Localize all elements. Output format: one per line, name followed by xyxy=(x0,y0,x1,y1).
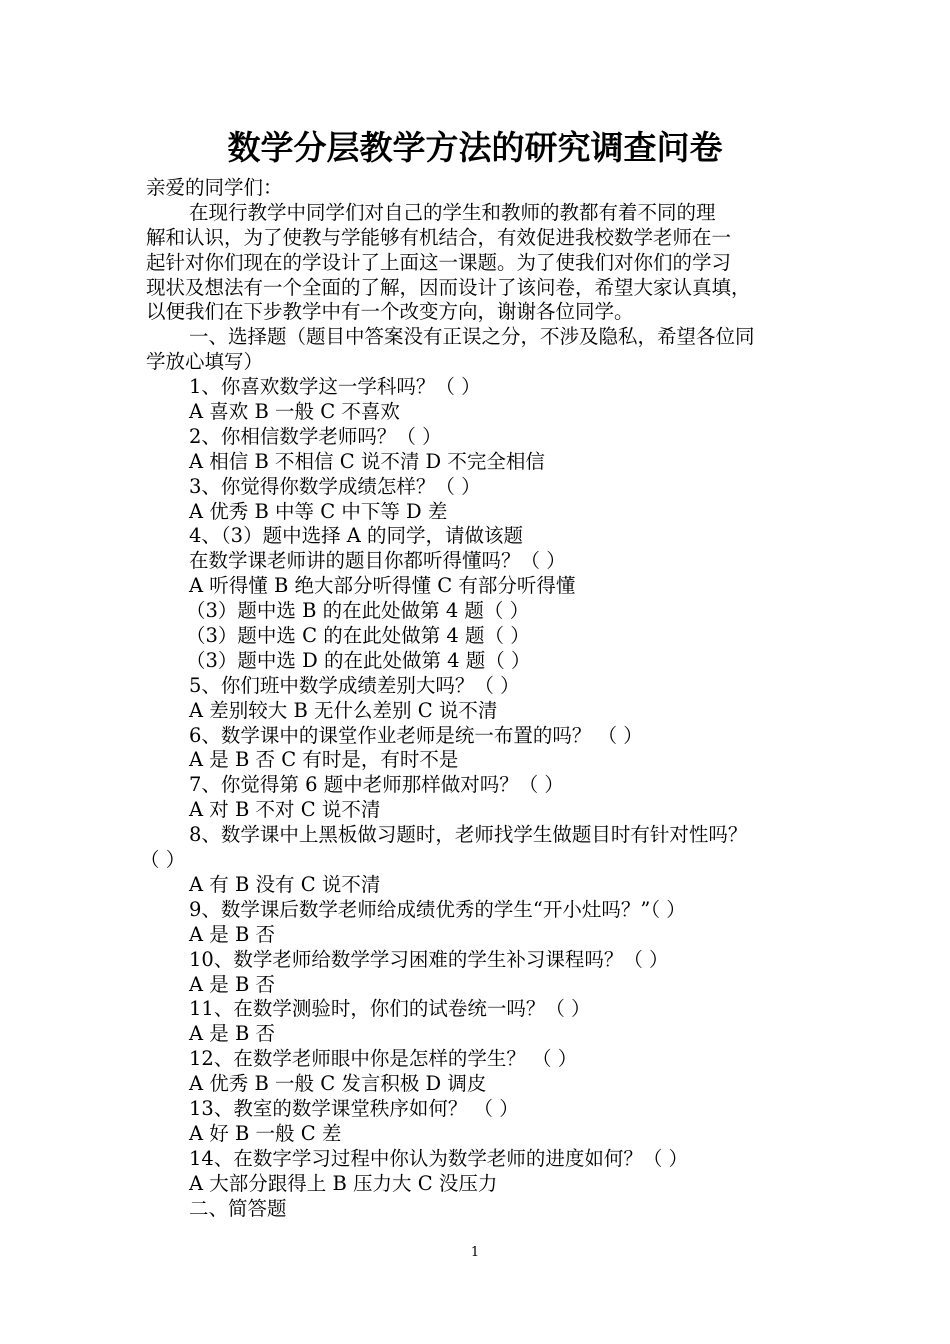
question-line: 9、数学课后数学老师给成绩优秀的学生“开小灶吗？”（ ） xyxy=(189,897,686,921)
question-line: 在数学课老师讲的题目你都听得懂吗？（ ） xyxy=(189,549,566,573)
options-line: A 是 B 否 xyxy=(189,1022,276,1046)
options-line: A 差别较大 B 无什么差别 C 说不清 xyxy=(189,698,498,722)
options-line: A 优秀 B 一般 C 发言积极 D 调皮 xyxy=(189,1072,487,1096)
question-line: （3）题中选 D 的在此处做第 4 题（ ） xyxy=(186,648,531,672)
question-line: 6、数学课中的课堂作业老师是统一布置的吗？ （ ） xyxy=(189,723,643,747)
question-line: （3）题中选 C 的在此处做第 4 题（ ） xyxy=(186,624,530,648)
intro-line: 以便我们在下步教学中有一个改变方向，谢谢各位同学。 xyxy=(146,300,634,324)
question-line: 12、在数学老师眼中你是怎样的学生？ （ ） xyxy=(189,1047,578,1071)
options-line: A 好 B 一般 C 差 xyxy=(189,1121,342,1145)
question-line: 3、你觉得你数学成绩怎样？（ ） xyxy=(189,474,481,498)
question-line: 2、你相信数学老师吗？（ ） xyxy=(189,424,442,448)
question-line: 5、你们班中数学成绩差别大吗？（ ） xyxy=(189,673,520,697)
options-line: A 喜欢 B 一般 C 不喜欢 xyxy=(189,400,400,424)
greeting: 亲爱的同学们： xyxy=(146,176,283,199)
section-heading: 学放心填写） xyxy=(146,350,264,374)
question-line: 1、你喜欢数学这一学科吗？（ ） xyxy=(189,375,481,399)
options-line: A 是 B 否 xyxy=(189,972,276,996)
options-line: A 对 B 不对 C 说不清 xyxy=(189,798,381,822)
question-line: （ ） xyxy=(140,848,186,872)
page-number: 1 xyxy=(470,1245,480,1260)
options-line: A 优秀 B 中等 C 中下等 D 差 xyxy=(189,499,448,523)
options-line: A 是 B 否 xyxy=(189,922,276,946)
section-heading: 二、简答题 xyxy=(189,1196,287,1220)
options-line: A 相信 B 不相信 C 说不清 D 不完全相信 xyxy=(189,449,545,473)
options-line: A 听得懂 B 绝大部分听得懂 C 有部分听得懂 xyxy=(189,574,576,598)
question-line: 7、你觉得第 6 题中老师那样做对吗？（ ） xyxy=(189,773,564,797)
question-line: 4、（3）题中选择 A 的同学，请做该题 xyxy=(189,524,524,548)
question-line: 13、教室的数学课堂秩序如何？ （ ） xyxy=(189,1096,519,1120)
question-line: （3）题中选 B 的在此处做第 4 题（ ） xyxy=(186,599,530,623)
question-line: 11、在数学测验时，你们的试卷统一吗？（ ） xyxy=(189,997,591,1021)
options-line: A 有 B 没有 C 说不清 xyxy=(189,872,381,896)
intro-line: 解和认识，为了使教与学能够有机结合，有效促进我校数学老师在一 xyxy=(146,225,732,249)
question-line: 14、在数字学习过程中你认为数学老师的进度如何？（ ） xyxy=(189,1146,689,1170)
document-body xyxy=(140,176,826,1221)
question-line: 8、数学课中上黑板做习题时，老师找学生做题目时有针对性吗？ xyxy=(189,823,748,847)
section-heading: 一、选择题（题目中答案没有正误之分，不涉及隐私，希望各位同 xyxy=(189,325,755,349)
intro-line: 起针对你们现在的学设计了上面这一课题。为了使我们对你们的学习 xyxy=(146,250,732,274)
intro-line: 在现行教学中同学们对自己的学生和教师的教都有着不同的理 xyxy=(189,200,716,224)
question-line: 10、数学老师给数学学习困难的学生补习课程吗？（ ） xyxy=(189,947,669,971)
options-line: A 是 B 否 C 有时是，有时不是 xyxy=(189,748,459,772)
options-line: A 大部分跟得上 B 压力大 C 没压力 xyxy=(189,1171,498,1195)
intro-line: 现状及想法有一个全面的了解，因而设计了该问卷，希望大家认真填， xyxy=(146,275,751,299)
document-title: 数学分层教学方法的研究调查问卷 xyxy=(227,128,723,167)
